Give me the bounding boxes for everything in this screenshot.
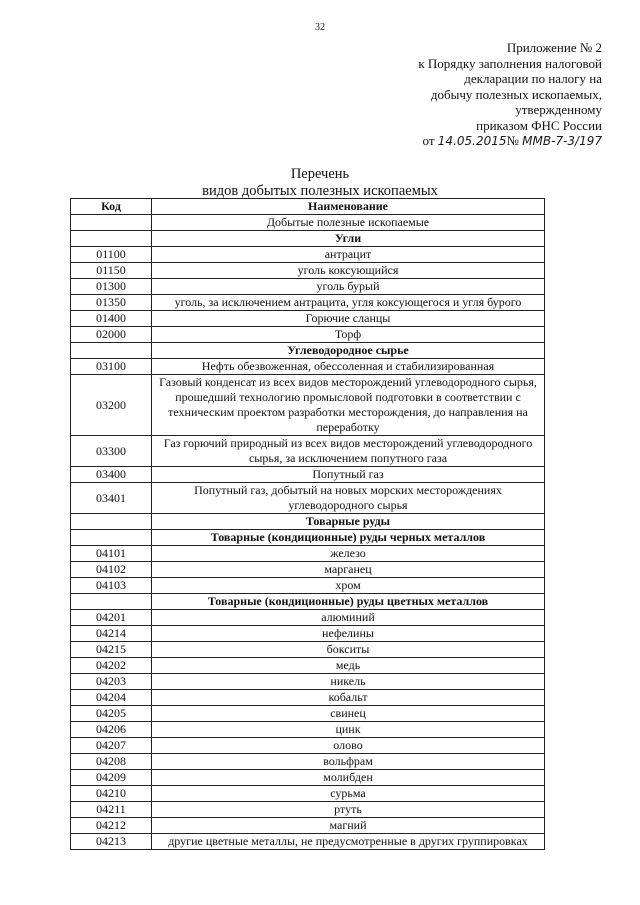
table-row: [71, 722, 545, 738]
cell-name: Товарные руды: [152, 514, 545, 530]
cell-code: 04209: [71, 770, 152, 786]
cell-code: 04210: [71, 786, 152, 802]
cell-code: [71, 594, 152, 610]
cell-name: Добытые полезные ископаемые: [152, 215, 545, 231]
cell-name: свинец: [152, 706, 545, 722]
cell-code: 03401: [71, 483, 152, 514]
cell-name: железо: [152, 546, 545, 562]
table-row: [71, 610, 545, 626]
table-row: [71, 546, 545, 562]
table-row: [71, 834, 545, 850]
cell-code: 04215: [71, 642, 152, 658]
cell-code: [71, 231, 152, 247]
cell-name: другие цветные металлы, не предусмотренные в других группировках: [152, 834, 545, 850]
cell-name: Товарные (кондиционные) руды черных металлов: [152, 530, 545, 546]
order-date: 14.05.2015: [437, 134, 507, 148]
table-row: [71, 690, 545, 706]
appendix-line: к Порядку заполнения налоговой: [418, 55, 602, 71]
cell-name: Попутный газ, добытый на новых морских месторождениях углеводородного сырья: [152, 483, 545, 514]
cell-code: 01100: [71, 247, 152, 263]
table-row: [71, 327, 545, 343]
cell-code: 04103: [71, 578, 152, 594]
appendix-header: [418, 40, 602, 150]
cell-name: уголь коксующийся: [152, 263, 545, 279]
table-row: [71, 343, 545, 359]
appendix-line: Приложение № 2: [506, 40, 602, 55]
table-row: [71, 562, 545, 578]
cell-name: уголь бурый: [152, 279, 545, 295]
cell-name: Попутный газ: [152, 467, 545, 483]
cell-name: алюминий: [152, 610, 545, 626]
cell-code: 01400: [71, 311, 152, 327]
table-row: [71, 279, 545, 295]
table-row: [71, 295, 545, 311]
table-row: [71, 231, 545, 247]
order-number-sign: №: [506, 133, 519, 148]
cell-name: хром: [152, 578, 545, 594]
cell-name: Товарные (кондиционные) руды цветных металлов: [152, 594, 545, 610]
cell-name: Углеводородное сырье: [152, 343, 545, 359]
minerals-table: [70, 198, 545, 850]
table-row: [71, 658, 545, 674]
appendix-line: декларации по налогу на: [464, 71, 602, 86]
document-title: [0, 166, 640, 200]
appendix-line: приказом ФНС России: [476, 117, 602, 133]
table-row: [71, 786, 545, 802]
cell-code: 04203: [71, 674, 152, 690]
cell-code: 04102: [71, 562, 152, 578]
table-header-row: [71, 199, 545, 215]
cell-name: цинк: [152, 722, 545, 738]
cell-name: вольфрам: [152, 754, 545, 770]
title-line: Перечень: [290, 166, 350, 182]
cell-code: 02000: [71, 327, 152, 343]
cell-name: ртуть: [152, 802, 545, 818]
order-reference: [418, 133, 602, 150]
table-row: [71, 436, 545, 467]
table-row: [71, 626, 545, 642]
table-row: [71, 247, 545, 263]
cell-code: 04101: [71, 546, 152, 562]
cell-name: Газ горючий природный из всех видов месторождений углеводородного сырья, за исключением попутного газа: [152, 436, 545, 467]
appendix-line: утвержденному: [515, 102, 602, 117]
page-number: 32: [315, 22, 325, 33]
cell-code: [71, 215, 152, 231]
table-row: [71, 311, 545, 327]
table-row: [71, 674, 545, 690]
table-row: [71, 818, 545, 834]
table-row: [71, 770, 545, 786]
table-row: [71, 706, 545, 722]
cell-name: сурьма: [152, 786, 545, 802]
header-code: Код: [71, 199, 152, 215]
cell-name: олово: [152, 738, 545, 754]
cell-code: 04213: [71, 834, 152, 850]
cell-code: [71, 514, 152, 530]
table-body: [71, 215, 545, 850]
cell-code: 04204: [71, 690, 152, 706]
table-row: [71, 359, 545, 375]
table-row: [71, 215, 545, 231]
cell-code: 04201: [71, 610, 152, 626]
cell-code: 04205: [71, 706, 152, 722]
cell-name: уголь, за исключением антрацита, угля коксующегося и угля бурого: [152, 295, 545, 311]
cell-code: [71, 343, 152, 359]
cell-name: Горючие сланцы: [152, 311, 545, 327]
table-row: [71, 514, 545, 530]
cell-name: магний: [152, 818, 545, 834]
cell-name: антрацит: [152, 247, 545, 263]
cell-name: нефелины: [152, 626, 545, 642]
cell-name: Торф: [152, 327, 545, 343]
order-number: ММВ-7-3/197: [522, 134, 602, 148]
table-row: [71, 530, 545, 546]
cell-code: [71, 530, 152, 546]
cell-code: 03100: [71, 359, 152, 375]
cell-code: 03400: [71, 467, 152, 483]
cell-code: 04208: [71, 754, 152, 770]
table-row: [71, 594, 545, 610]
cell-code: 04206: [71, 722, 152, 738]
cell-name: Газовый конденсат из всех видов месторождений углеводородного сырья, прошедший технологию промысловой подготовки в соответствии с техническим проектом разработки месторождения, до направления на переработку: [152, 375, 545, 436]
cell-name: молибден: [152, 770, 545, 786]
cell-code: 04207: [71, 738, 152, 754]
cell-code: 04211: [71, 802, 152, 818]
appendix-line: добычу полезных ископаемых,: [430, 86, 602, 102]
cell-name: Нефть обезвоженная, обессоленная и стабилизированная: [152, 359, 545, 375]
cell-name: медь: [152, 658, 545, 674]
cell-name: бокситы: [152, 642, 545, 658]
table-row: [71, 263, 545, 279]
table-row: [71, 578, 545, 594]
table-row: [71, 738, 545, 754]
table-row: [71, 375, 545, 436]
cell-name: никель: [152, 674, 545, 690]
cell-code: 03200: [71, 375, 152, 436]
cell-name: марганец: [152, 562, 545, 578]
table-row: [71, 467, 545, 483]
table-row: [71, 483, 545, 514]
cell-name: Угли: [152, 231, 545, 247]
order-from: от: [422, 133, 435, 148]
cell-code: 01300: [71, 279, 152, 295]
table-row: [71, 642, 545, 658]
table-row: [71, 754, 545, 770]
cell-code: 03300: [71, 436, 152, 467]
cell-code: 04202: [71, 658, 152, 674]
cell-code: 01150: [71, 263, 152, 279]
table-row: [71, 802, 545, 818]
cell-name: кобальт: [152, 690, 545, 706]
cell-code: 01350: [71, 295, 152, 311]
cell-code: 04212: [71, 818, 152, 834]
title-line: видов добытых полезных ископаемых: [202, 183, 438, 199]
header-name: Наименование: [152, 199, 545, 215]
cell-code: 04214: [71, 626, 152, 642]
